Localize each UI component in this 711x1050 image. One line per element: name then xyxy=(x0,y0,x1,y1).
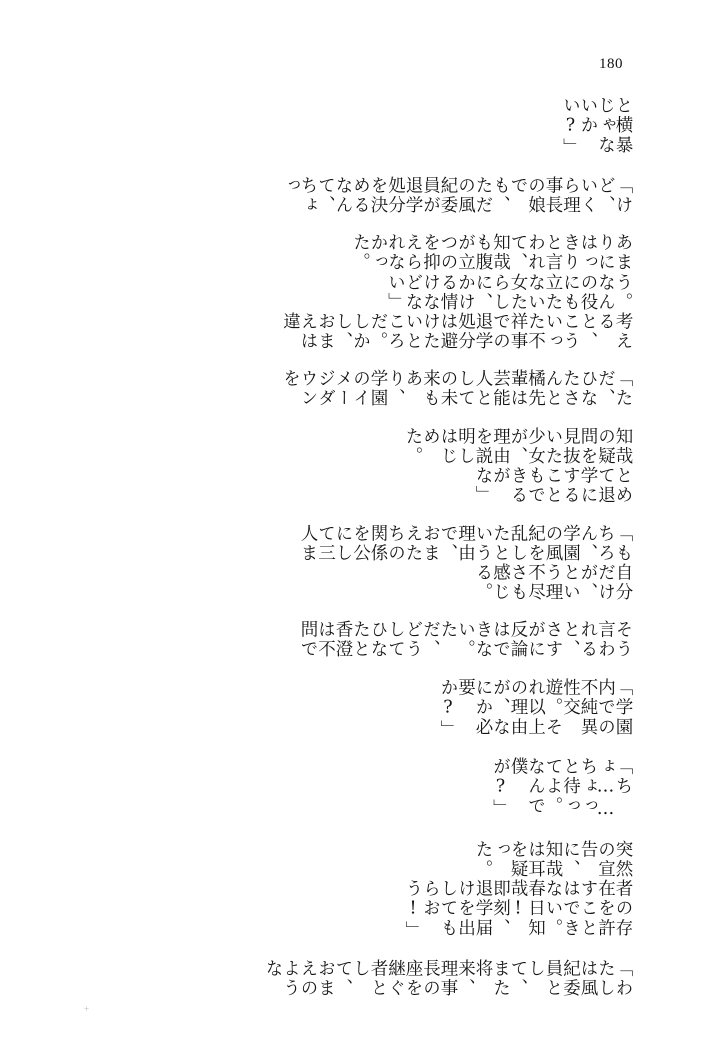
text-line: う。なんの役にも立たない女たらしに、かける情けなどない」 xyxy=(385,272,633,313)
text-line: 自分だけが、という理不尽さも感じる。 xyxy=(473,563,633,603)
text-line: 知哉の疑問を見抜いた少女が、理由を説明しはじめた。 xyxy=(403,426,633,467)
text-line: とめて退学にすることもできるがな」 xyxy=(473,466,633,506)
text-line: あまりにはっきりと言われて、知哉も腹が立つのを抑えられなかった。 xyxy=(350,233,633,273)
page-text-body xyxy=(74,96,633,998)
corner-registration-mark: + xyxy=(84,1004,90,1014)
text-line: 「学園内での不純異性交遊。それ以上の理由が、なにか必要か?」 xyxy=(438,677,633,740)
text-line: 「ちょ……ちょっと待ってよ。なんで僕が?」 xyxy=(490,757,633,822)
text-line: 「もちろん、学園の風紀を乱したという理由で、おまえたちの関係を公にして三人ま xyxy=(298,523,633,564)
text-line: 考えると、こういった不祥事での退学処分は避けたいところだ。しかし、おまえは違 xyxy=(280,312,633,352)
text-line: 者の存在を許すことはできない。 春日知哉! 即刻、退学届けを出してもらおう!」 xyxy=(403,878,633,950)
page-number: 180 xyxy=(599,56,623,72)
text-line: そう言われると、さすがに反論はできない。ただ、どうしてひなたと香澄は不問で xyxy=(298,620,633,660)
text-line: 「わたしは風紀委員として、また将来、理事長の座を継ぐ者として、おまえのような xyxy=(263,958,633,998)
text-line: 「けど、いくら理事長の娘でも、ただの風紀委員が退学処分を決めるなんて、ちょっ xyxy=(280,175,633,216)
text-line: 「ただ、ひなたさんと橘先輩は芸能人としての未来もあり、学園のイメージダウンを xyxy=(280,369,633,409)
text-line: と横暴じゃないかい?」 xyxy=(560,96,633,158)
text-line: 突然の宣告に、知哉は耳を疑った。 xyxy=(473,839,633,879)
